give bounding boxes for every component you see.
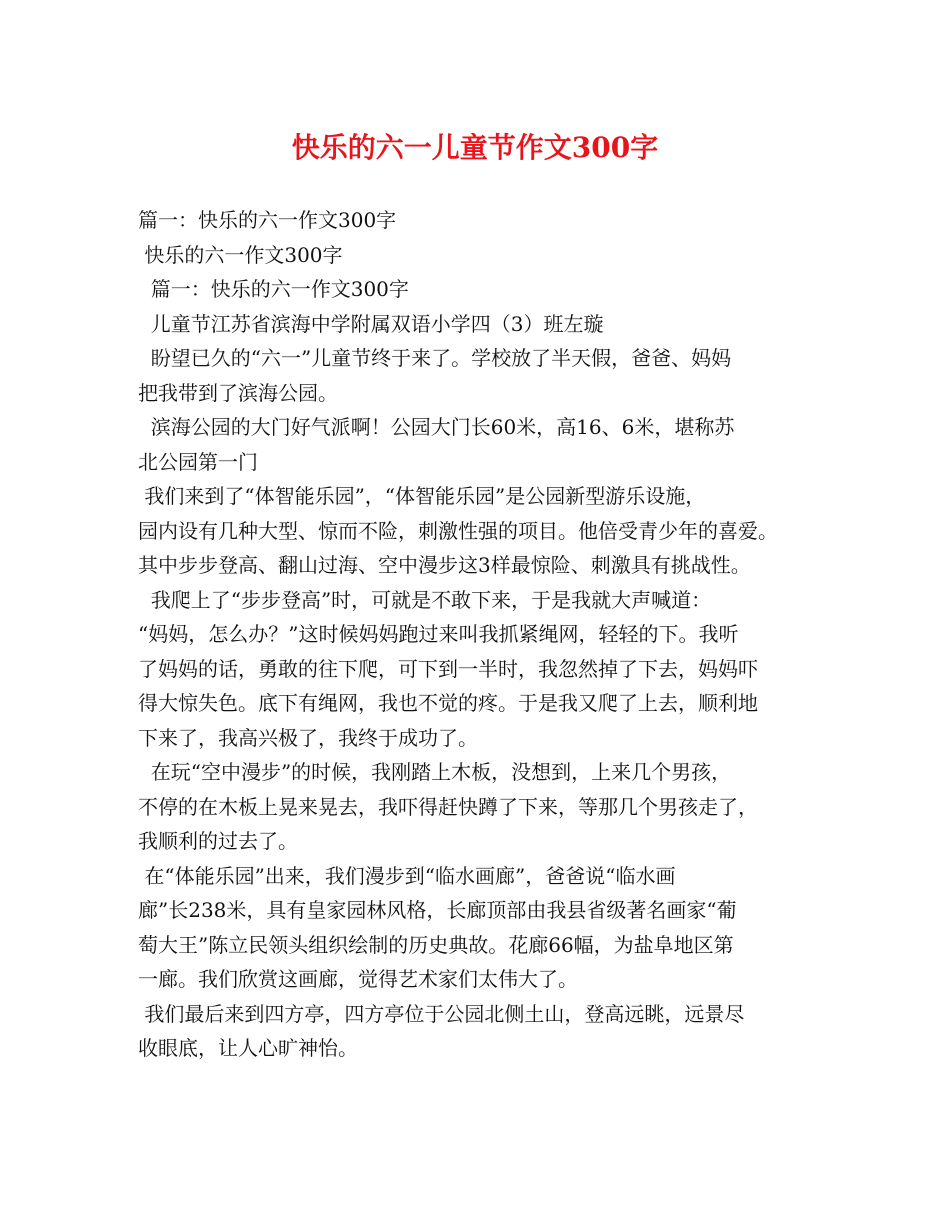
paragraph-line: 滨海公园的大门好气派啊！公园大门长60米，高16、6米，堪称苏 xyxy=(138,415,735,439)
paragraph-line: 得大惊失色。底下有绳网，我也不觉的疼。于是我又爬了上去，顺利地 xyxy=(138,691,758,715)
paragraph-line: 快乐的六一作文300字 xyxy=(138,242,343,267)
paragraph-line: 我们来到了“体智能乐园”，“体智能乐园”是公园新型游乐设施， xyxy=(138,484,706,508)
paragraph-line: 把我带到了滨海公园。 xyxy=(138,380,338,405)
paragraph-line: 我们最后来到四方亭，四方亭位于公园北侧土山，登高远眺，远景尽 xyxy=(138,1001,745,1026)
document-body xyxy=(138,203,838,1066)
paragraph-line: 篇一：快乐的六一作文300字 xyxy=(138,277,409,301)
paragraph-line: 其中步步登高、翻山过海、空中漫步这3样最惊险、刺激具有挑战性。 xyxy=(138,553,751,577)
paragraph-line: 一廊。我们欣赏这画廊，觉得艺术家们太伟大了。 xyxy=(138,967,578,991)
document-title: 快乐的六一儿童节作文300字 xyxy=(291,131,659,164)
paragraph-line: 收眼底，让人心旷神怡。 xyxy=(138,1036,358,1060)
paragraph-line: 在玩“空中漫步”的时候，我刚踏上木板，没想到，上来几个男孩， xyxy=(138,760,732,784)
paragraph-line: 下来了，我高兴极了，我终于成功了。 xyxy=(138,725,478,750)
paragraph-line: 不停的在木板上晃来晃去，我吓得赶快蹲了下来，等那几个男孩走了， xyxy=(138,794,758,819)
paragraph-line: 盼望已久的“六一”儿童节终于来了。学校放了半天假，爸爸、妈妈 xyxy=(138,346,732,370)
paragraph-line: 篇一：快乐的六一作文300字 xyxy=(138,208,397,232)
paragraph-line: 在“体能乐园”出来，我们漫步到“临水画廊”，爸爸说“临水画 xyxy=(138,863,676,888)
paragraph-line: “妈妈，怎么办？”这时候妈妈跑过来叫我抓紧绳网，轻轻的下。我听 xyxy=(138,622,739,646)
paragraph-line: 我顺利的过去了。 xyxy=(138,829,298,853)
paragraph-line: 园内设有几种大型、惊而不险，刺激性强的项目。他倍受青少年的喜爱。 xyxy=(138,518,778,543)
paragraph-line: 萄大王”陈立民领头组织绘制的历史典故。花廊66幅，为盐阜地区第 xyxy=(138,932,734,957)
paragraph-line: 廊”长238米，具有皇家园林风格，长廊顶部由我县省级著名画家“葡 xyxy=(138,898,737,922)
paragraph-line: 儿童节江苏省滨海中学附属双语小学四（3）班左璇 xyxy=(138,311,604,336)
paragraph-line: 北公园第一门 xyxy=(138,449,258,474)
paragraph-line: 了妈妈的话，勇敢的往下爬，可下到一半时，我忽然掉了下去，妈妈吓 xyxy=(138,656,758,681)
paragraph-line: 我爬上了“步步登高”时，可就是不敢下来，于是我就大声喊道： xyxy=(138,587,712,612)
